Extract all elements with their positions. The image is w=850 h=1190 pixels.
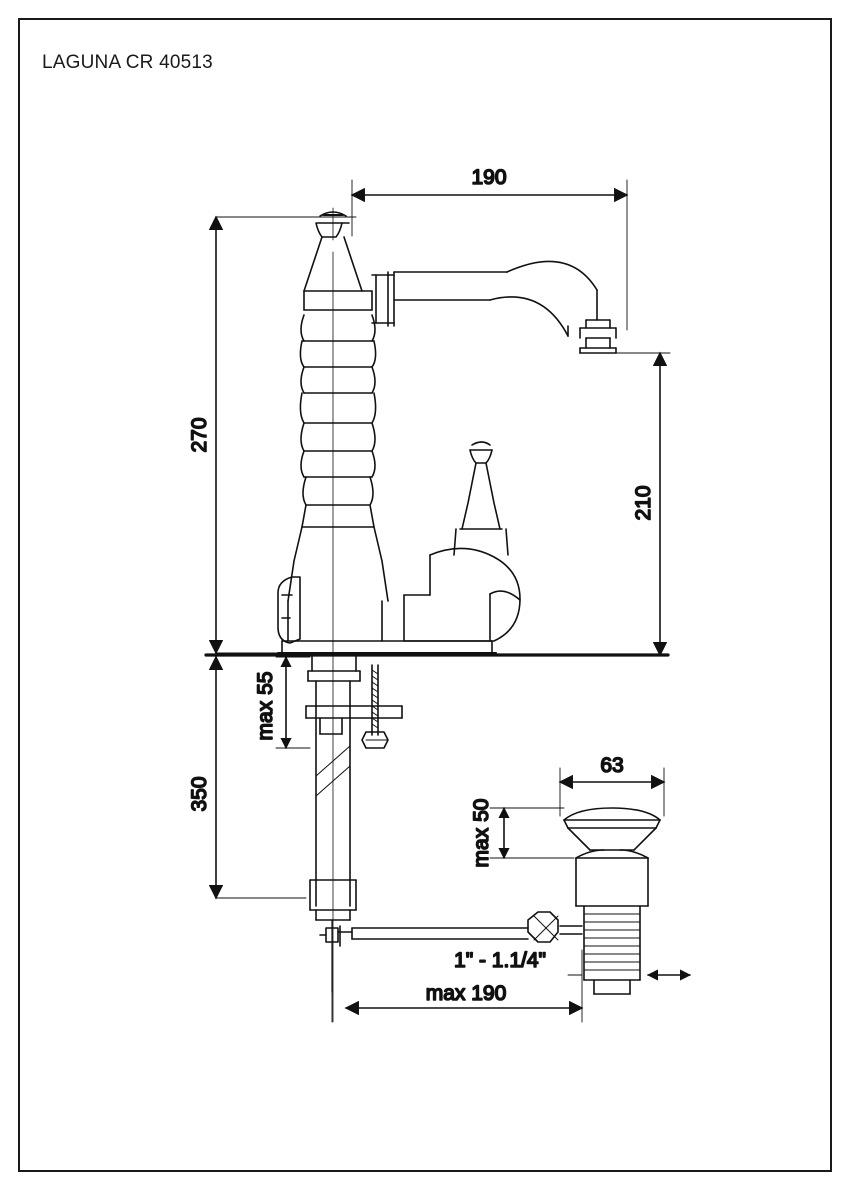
- drawing-svg: [20, 20, 830, 1170]
- dimension-label-210: 210: [632, 485, 655, 521]
- faucet-outline: [278, 212, 616, 653]
- dimension-label-thread-size: 1" - 1.1/4": [454, 949, 546, 972]
- dimension-label-63: 63: [600, 754, 624, 777]
- dimension-max-50: [490, 808, 574, 858]
- mounting-hardware: [306, 655, 402, 920]
- dimension-max-55: [276, 657, 310, 748]
- dimension-label-190-top: 190: [471, 166, 507, 189]
- dimension-label-max-50: max 50: [470, 798, 493, 868]
- dimension-label-max-55: max 55: [254, 671, 277, 741]
- dimension-label-270: 270: [188, 417, 211, 453]
- dimension-label-350: 350: [188, 776, 211, 812]
- dimension-drawing: [20, 20, 830, 1170]
- dimension-label-max-190: max 190: [425, 982, 507, 1005]
- waste-assembly: [564, 808, 660, 994]
- page-title: LAGUNA CR 40513: [42, 52, 213, 73]
- dimension-270: [216, 217, 356, 653]
